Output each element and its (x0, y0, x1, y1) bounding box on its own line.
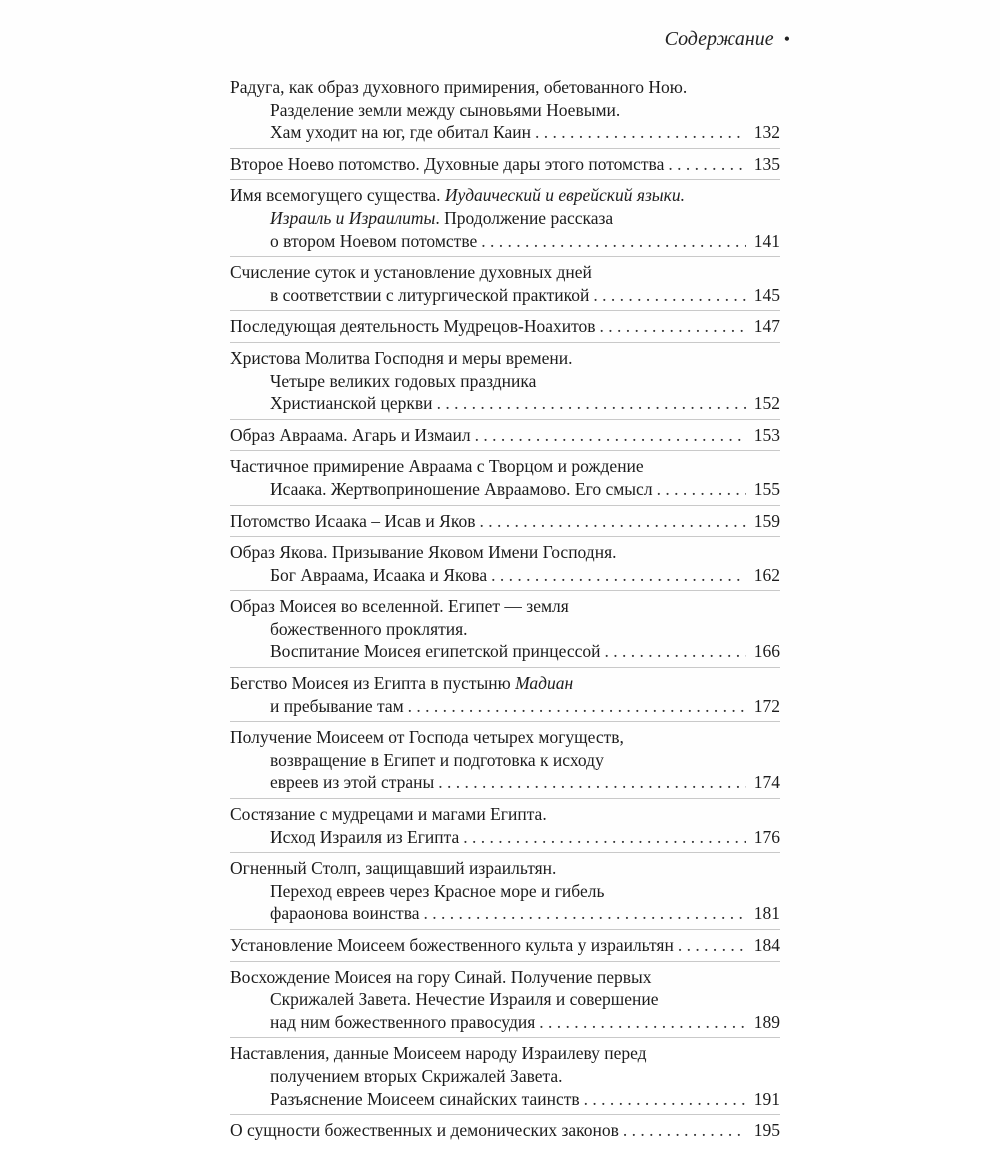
page-number: 172 (753, 695, 780, 716)
toc-line (230, 347, 780, 370)
toc-entry[interactable] (230, 1042, 780, 1115)
toc-line (230, 803, 780, 826)
dot-leader (605, 640, 746, 663)
toc-line-text (270, 121, 531, 144)
toc-entry[interactable] (230, 595, 780, 668)
toc-entry[interactable] (230, 857, 780, 930)
entry-text: . Продолжение рассказа (435, 207, 614, 228)
toc-line (230, 510, 780, 533)
table-of-contents (230, 76, 780, 1150)
toc-entry[interactable] (230, 347, 780, 420)
entry-text-italic: Иудаический и еврейский языки. (444, 185, 685, 206)
toc-line (230, 771, 780, 794)
entry-text: Огненный Столп, защищавший израильтян. (230, 858, 557, 879)
toc-line-text (270, 771, 434, 794)
dot-leader (463, 826, 746, 849)
toc-entry[interactable] (230, 510, 780, 538)
toc-line-text (270, 695, 404, 718)
entry-text: Христианской церкви (270, 393, 433, 414)
entry-text: Восхождение Моисея на гору Синай. Получение первых (230, 966, 652, 987)
toc-line-text (270, 478, 653, 501)
dot-leader (623, 1119, 746, 1142)
dot-leader (437, 392, 746, 415)
toc-line (230, 880, 780, 903)
dot-leader (479, 510, 746, 533)
toc-entry[interactable] (230, 424, 780, 452)
page-number: 176 (753, 826, 780, 847)
toc-line-text (230, 510, 475, 533)
entry-text: Исход Израиля из Египта (270, 826, 460, 847)
toc-entry[interactable] (230, 966, 780, 1039)
dot-leader (668, 153, 746, 176)
entry-text: о втором Ноевом потомстве (270, 230, 478, 251)
toc-line (230, 902, 780, 925)
toc-line (230, 1011, 780, 1034)
entry-text: Частичное примирение Авраама с Творцом и рождение (230, 456, 644, 477)
toc-line (230, 230, 780, 253)
page-number: 191 (753, 1088, 780, 1109)
toc-line-text (270, 902, 420, 925)
entry-text: Бог Авраама, Исаака и Якова (270, 564, 488, 585)
toc-line (230, 207, 780, 230)
page-number: 189 (753, 1011, 780, 1032)
toc-line (230, 618, 780, 641)
entry-text: возвращение в Египет и подготовка к исходу (270, 749, 604, 770)
page-number: 195 (753, 1120, 780, 1141)
toc-line (230, 564, 780, 587)
page-number: 159 (753, 510, 780, 531)
toc-line (230, 726, 780, 749)
page-number: 166 (753, 641, 780, 662)
entry-text: Хам уходит на юг, где обитал Каин (270, 122, 531, 143)
dot-leader (491, 564, 746, 587)
page-number: 135 (753, 153, 780, 174)
toc-line-text (270, 230, 477, 253)
toc-line (230, 1042, 780, 1065)
toc-line (230, 672, 780, 695)
entry-text: божественного проклятия. (270, 618, 468, 639)
page-number: 153 (753, 424, 780, 445)
toc-line-text (270, 564, 487, 587)
entry-text: Второе Ноево потомство. Духовные дары этого потомства (230, 153, 665, 174)
toc-line-text (230, 1119, 619, 1142)
toc-line-text (270, 392, 433, 415)
toc-entry[interactable] (230, 672, 780, 722)
toc-entry[interactable] (230, 184, 780, 257)
entry-text: фараонова воинства (270, 903, 420, 924)
toc-line (230, 1088, 780, 1111)
toc-line-text (270, 1088, 580, 1111)
toc-line (230, 541, 780, 564)
toc-line (230, 1119, 780, 1142)
page-number: 132 (753, 122, 780, 143)
toc-line (230, 424, 780, 447)
toc-entry[interactable] (230, 726, 780, 799)
page-number: 152 (753, 393, 780, 414)
toc-line (230, 455, 780, 478)
page-number: 184 (753, 935, 780, 955)
toc-entry[interactable] (230, 541, 780, 591)
toc-entry[interactable] (230, 803, 780, 853)
toc-line (230, 695, 780, 718)
toc-line-text (230, 153, 664, 176)
entry-text-italic: Израиль и Израилиты (270, 207, 436, 228)
entry-text: Образ Авраама. Агарь и Измаил (230, 424, 471, 445)
entry-text: Переход евреев через Красное море и гибель (270, 880, 605, 901)
page-number: 141 (753, 230, 780, 251)
toc-line (230, 1065, 780, 1088)
toc-entry[interactable] (230, 1119, 780, 1146)
running-title: Содержание (664, 28, 774, 50)
toc-line (230, 934, 780, 957)
entry-text: Воспитание Моисея египетской принцессой (270, 641, 601, 662)
toc-line-text (230, 424, 471, 447)
toc-line (230, 370, 780, 393)
dot-leader (539, 1011, 746, 1034)
toc-line (230, 640, 780, 663)
toc-line (230, 749, 780, 772)
entry-text: Состязание с мудрецами и магами Египта. (230, 804, 547, 825)
dot-leader (678, 934, 746, 957)
page-number: 145 (753, 284, 780, 305)
entry-text: Скрижалей Завета. Нечестие Израиля и совершение (270, 989, 659, 1010)
entry-text: и пребывание там (270, 695, 404, 716)
toc-line (230, 284, 780, 307)
toc-line-text (270, 284, 589, 307)
toc-line (230, 153, 780, 176)
toc-line (230, 826, 780, 849)
dot-leader (593, 284, 746, 307)
entry-text: Радуга, как образ духовного примирения, обетованного Ною. (230, 77, 688, 97)
entry-text: Четыре великих годовых праздника (270, 370, 537, 391)
toc-line (230, 76, 780, 99)
entry-text: Образ Моисея во вселенной. Египет — земля (230, 596, 569, 617)
page-number: 162 (753, 564, 780, 585)
dot-leader (438, 771, 746, 794)
dot-leader (481, 230, 746, 253)
toc-line-text (270, 826, 459, 849)
entry-text: получением вторых Скрижалей Завета. (270, 1065, 563, 1086)
dot-leader (535, 121, 746, 144)
toc-entry[interactable] (230, 934, 780, 962)
entry-text: евреев из этой страны (270, 772, 435, 793)
toc-line (230, 184, 780, 207)
toc-entry[interactable] (230, 261, 780, 311)
entry-text: Наставления, данные Моисеем народу Израилеву перед (230, 1043, 647, 1064)
dot-leader (475, 424, 746, 447)
dot-leader (657, 478, 746, 501)
running-head (600, 28, 790, 51)
entry-text: Получение Моисеем от Господа четырех могуществ, (230, 727, 624, 748)
toc-line (230, 595, 780, 618)
toc-entry[interactable] (230, 315, 780, 343)
entry-text: Христова Молитва Господня и меры времени. (230, 347, 573, 368)
toc-line-text (230, 315, 596, 338)
toc-line-text (270, 1011, 535, 1034)
bullet-icon: • (783, 29, 790, 49)
entry-text: Последующая деятельность Мудрецов-Ноахитов (230, 316, 596, 337)
page-number: 147 (753, 316, 780, 337)
entry-text: О сущности божественных и демонических законов (230, 1120, 619, 1141)
entry-text: Потомство Исаака – Исав и Яков (230, 510, 476, 531)
dot-leader (584, 1088, 746, 1111)
entry-text: над ним божественного правосудия (270, 1011, 536, 1032)
toc-line-text (270, 640, 601, 663)
entry-text: в соответствии с литургической практикой (270, 284, 590, 305)
toc-line (230, 315, 780, 338)
entry-text: Установление Моисеем божественного культа у израильтян (230, 935, 674, 955)
toc-line (230, 261, 780, 284)
entry-text: Разъяснение Моисеем синайских таинств (270, 1088, 580, 1109)
dot-leader (600, 315, 746, 338)
toc-line (230, 988, 780, 1011)
entry-text: Исаака. Жертвоприношение Авраамово. Его смысл (270, 478, 653, 499)
entry-text: Бегство Моисея из Египта в пустыню (230, 673, 516, 694)
page-number: 155 (753, 478, 780, 499)
toc-entry[interactable] (230, 455, 780, 505)
toc-line (230, 392, 780, 415)
page-number: 181 (753, 903, 780, 924)
entry-text-italic: Мадиан (515, 673, 574, 694)
toc-entry[interactable] (230, 153, 780, 181)
toc-line (230, 857, 780, 880)
dot-leader (408, 695, 746, 718)
toc-line (230, 478, 780, 501)
toc-entry[interactable] (230, 76, 780, 149)
entry-text: Разделение земли между сыновьями Ноевыми. (270, 99, 621, 120)
toc-line (230, 99, 780, 122)
toc-line-text (230, 934, 674, 957)
dot-leader (424, 902, 746, 925)
entry-text: Образ Якова. Призывание Яковом Имени Господня. (230, 542, 617, 563)
toc-line (230, 121, 780, 144)
toc-line (230, 966, 780, 989)
page-number: 174 (753, 772, 780, 793)
entry-text: Счисление суток и установление духовных дней (230, 262, 592, 283)
entry-text: Имя всемогущего существа. (230, 185, 445, 206)
